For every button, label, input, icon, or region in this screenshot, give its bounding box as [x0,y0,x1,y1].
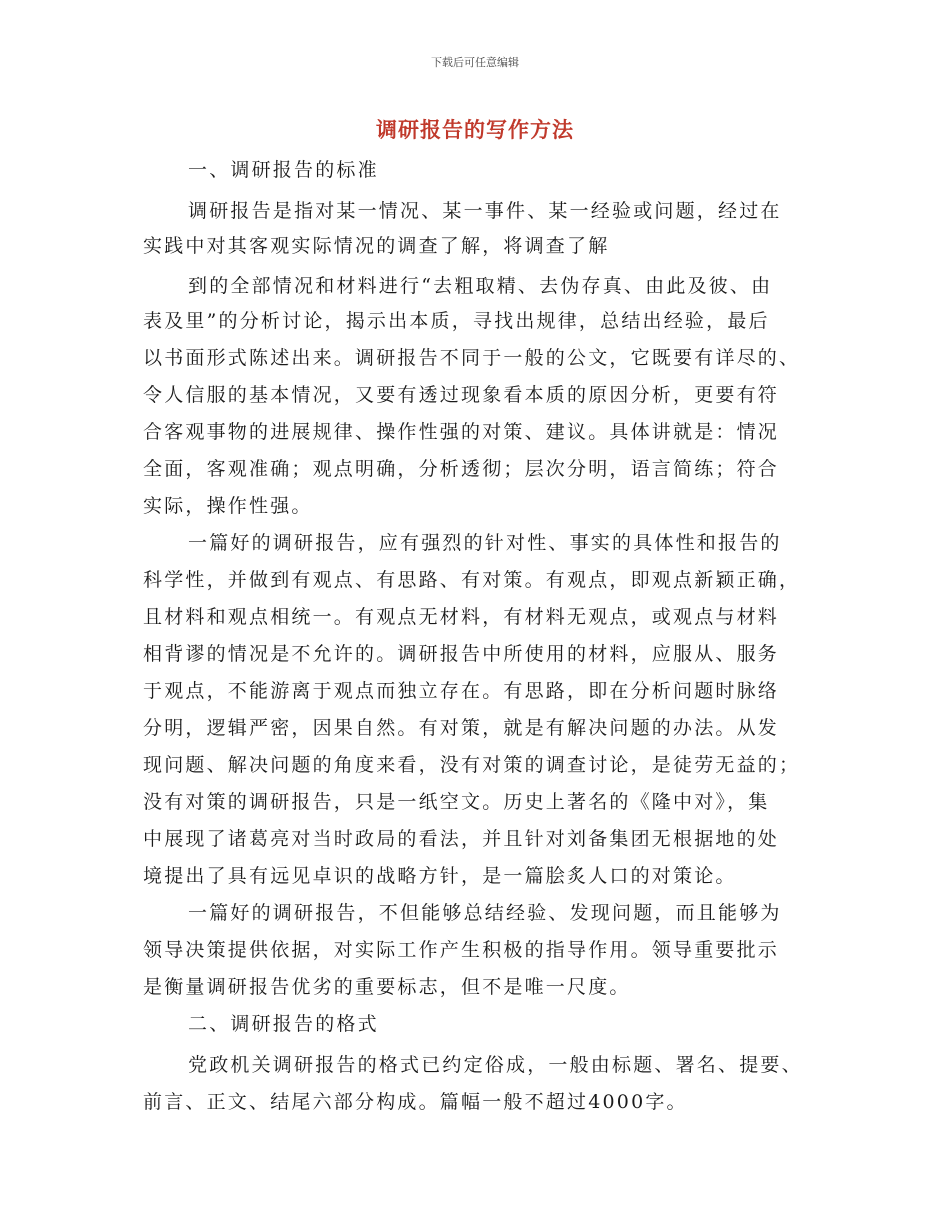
paragraph-line: 党政机关调研报告的格式已约定俗成，一般由标题、署名、提要、 [188,1054,803,1076]
paragraph-line: 调研报告是指对某一情况、某一事件、某一经验或问题，经过在 [188,200,782,222]
paragraph-line: 科学性，并做到有观点、有思路、有对策。有观点，即观点新颖正确， [143,569,801,591]
section-heading-format: 二、调研报告的格式 [188,1013,379,1035]
paragraph-line: 到的全部情况和材料进行“去粗取精、去伪存真、由此及彼、由 [188,275,773,297]
paragraph-line: 一篇好的调研报告，不但能够总结经验、发现问题，而且能够为 [188,902,782,924]
paragraph-line: 一篇好的调研报告，应有强烈的针对性、事实的具体性和报告的 [188,532,782,554]
paragraph-line: 前言、正文、结尾六部分构成。篇幅一般不超过4000字。 [143,1091,688,1113]
page-header: 下载后可任意编辑 [431,56,519,69]
paragraph-line: 中展现了诸葛亮对当时政局的看法，并且针对刘备集团无根据地的处 [143,828,780,850]
document-title: 调研报告的写作方法 [376,117,574,142]
paragraph-line: 没有对策的调研报告，只是一纸空文。历史上著名的《隆中对》，集 [143,791,770,813]
paragraph-line: 实际，操作性强。 [143,495,313,517]
paragraph-line: 合客观事物的进展规律、操作性强的对策、建议。具体讲就是：情况 [143,421,780,443]
paragraph-line: 相背谬的情况是不允许的。调研报告中所使用的材料，应服从、服务 [143,643,780,665]
paragraph-line: 且材料和观点相统一。有观点无材料，有材料无观点，或观点与材料 [143,606,780,628]
paragraph-line: 境提出了具有远见卓识的战略方针，是一篇脍炙人口的对策论。 [143,865,737,887]
paragraph-line: 以书面形式陈述出来。调研报告不同于一般的公文，它既要有详尽的、 [143,347,801,369]
section-heading-standard: 一、调研报告的标准 [188,159,379,181]
paragraph-line: 现问题、解决问题的角度来看，没有对策的调查讨论，是徒劳无益的； [143,754,801,776]
paragraph-line: 分明，逻辑严密，因果自然。有对策，就是有解决问题的办法。从发 [143,717,780,739]
paragraph-line: 是衡量调研报告优劣的重要标志，但不是唯一尺度。 [143,976,631,998]
paragraph-line: 实践中对其客观实际情况的调查了解，将调查了解 [143,235,610,257]
paragraph-line: 表及里”的分析讨论，揭示出本质，寻找出规律，总结出经验，最后 [143,310,770,332]
paragraph-line: 令人信服的基本情况，又要有透过现象看本质的原因分析，更要有符 [143,384,780,406]
paragraph-line: 于观点，不能游离于观点而独立存在。有思路，即在分析问题时脉络 [143,680,780,702]
paragraph-line: 全面，客观准确；观点明确，分析透彻；层次分明，语言简练；符合 [143,458,780,480]
paragraph-line: 领导决策提供依据，对实际工作产生积极的指导作用。领导重要批示 [143,939,780,961]
